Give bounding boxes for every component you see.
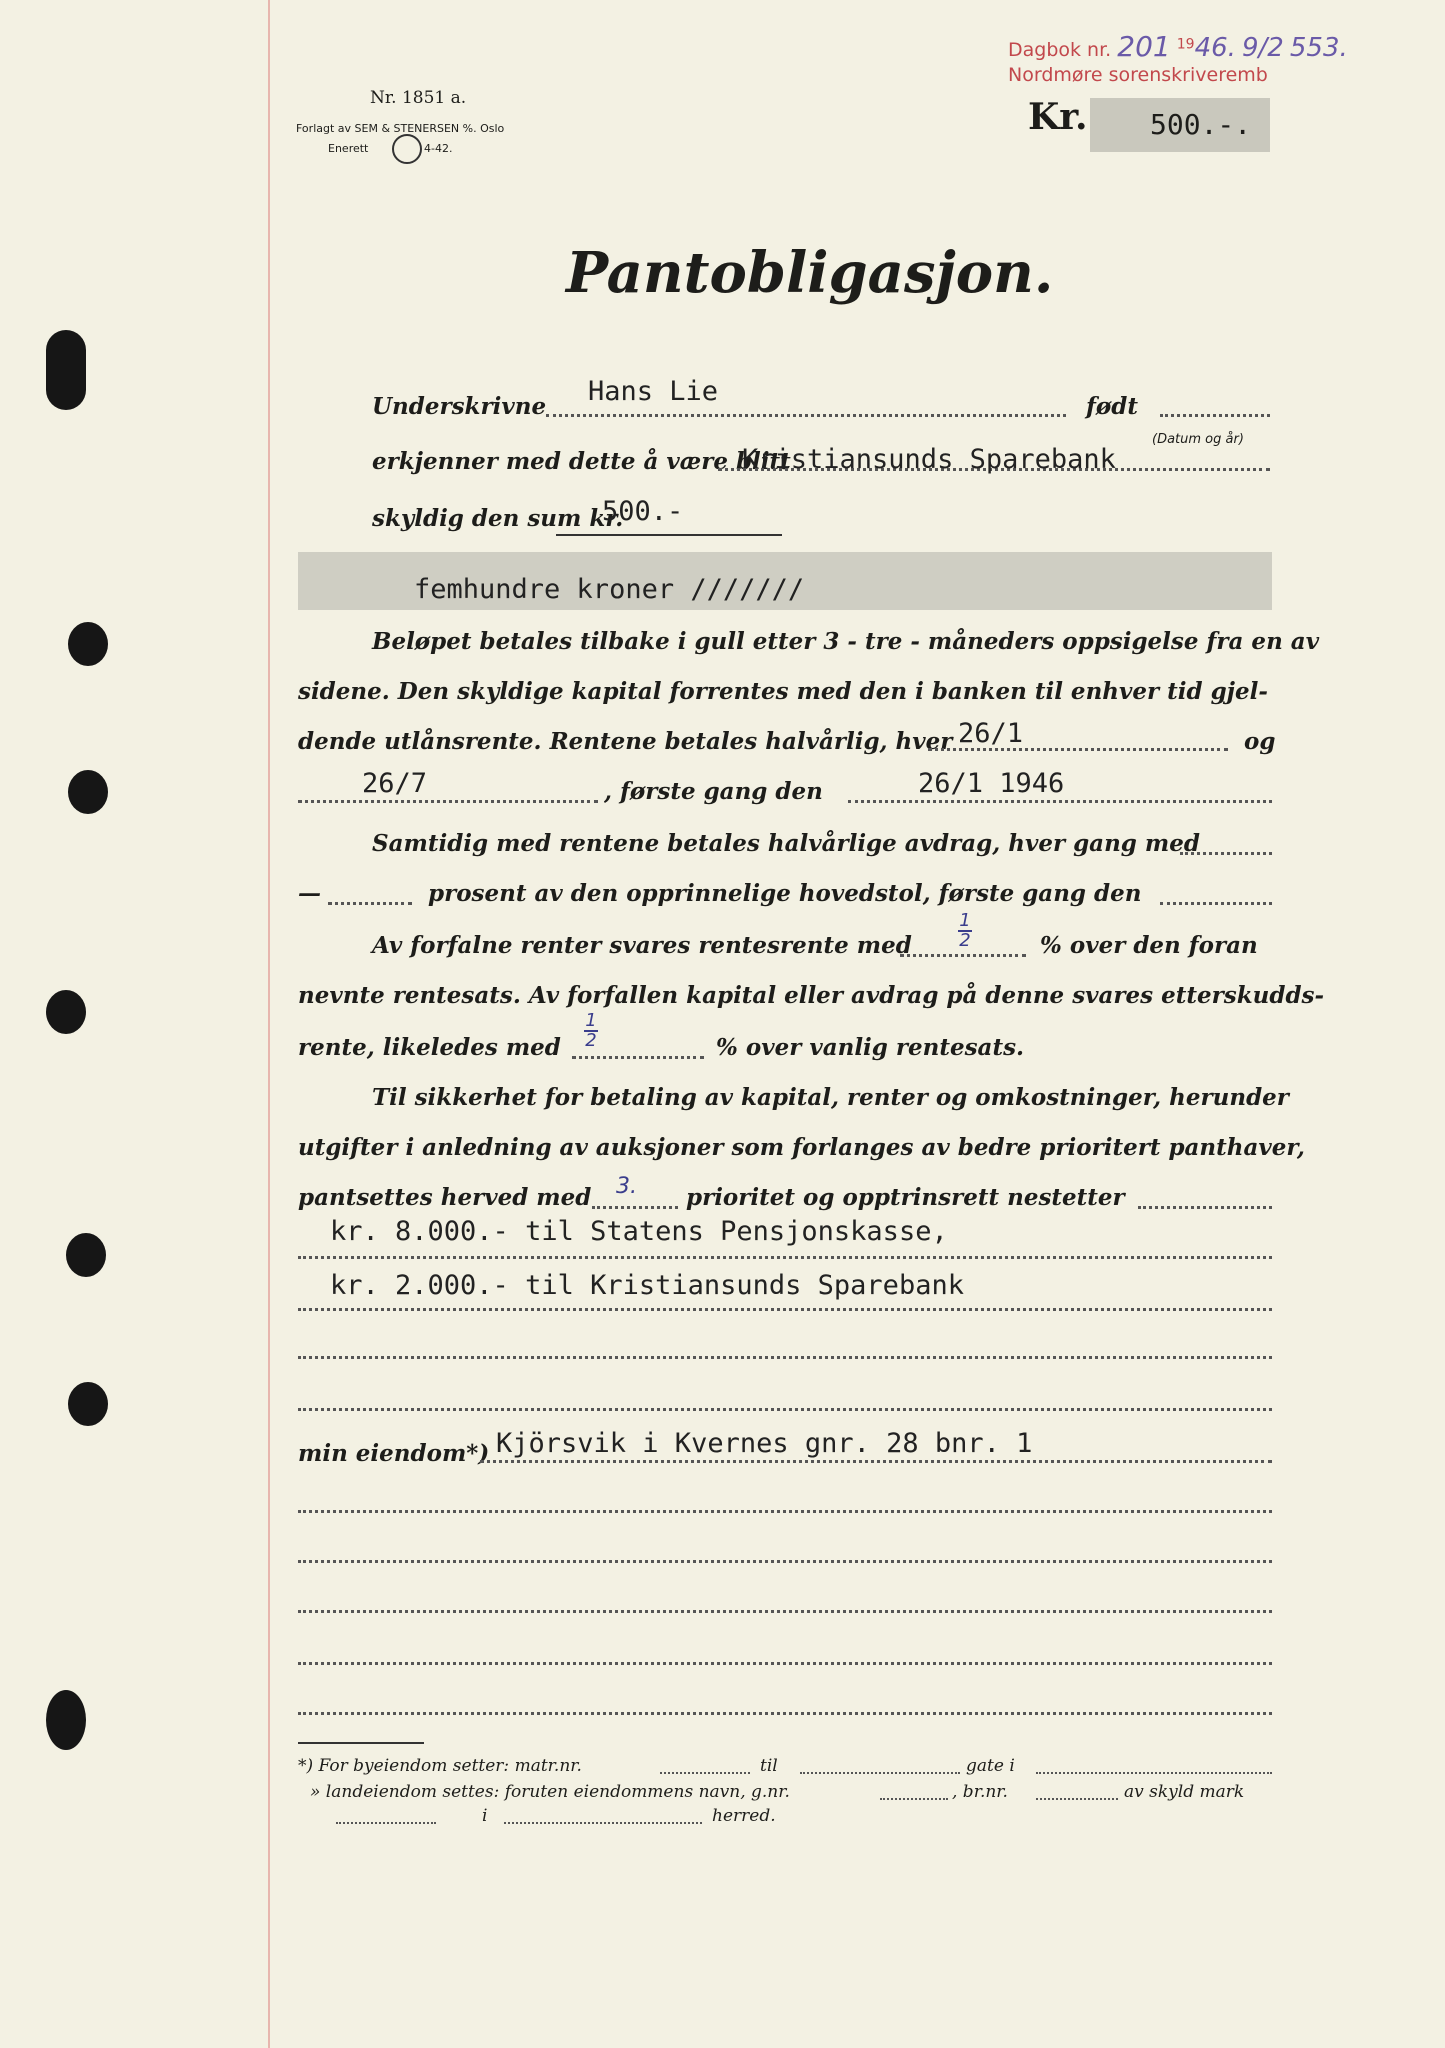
footnote-dotline-1 [660,1772,750,1774]
punch-hole-6 [68,1382,108,1426]
footnote-dotline-3 [1036,1772,1272,1774]
amount-box [1090,98,1270,152]
punch-hole-top [46,330,86,410]
first-time-dotline [848,800,1272,803]
first-time-value: 26/1 1946 [918,768,1065,799]
blank-dotline-1 [298,1356,1272,1359]
paragraph-line-7-end: % over den foran [1040,932,1258,959]
interest-date-1: 26/1 [958,718,1024,749]
sum-in-words: femhundre kroner /////// [414,574,805,605]
year-suffix: 46. [1194,33,1236,63]
undersignee-value: Hans Lie [588,376,719,407]
installment-dotline-3 [1160,902,1272,905]
dagbok-number: 201 [1117,30,1171,63]
blank-dotline-5 [298,1610,1272,1613]
blank-dotline-7 [298,1712,1272,1715]
punch-hole-2 [68,622,108,666]
priority-value: 3. [616,1174,637,1199]
line12-end-dotline [1138,1206,1272,1209]
blank-dotline-6 [298,1662,1272,1665]
punch-hole-3 [68,770,108,814]
sum-underline [556,534,782,536]
footnote-line-3a: i [482,1806,488,1826]
paragraph-line-6: prosent av den opprinnelige hovedstol, første gang den [428,880,1142,907]
publisher-logo-icon [392,134,422,164]
fraction-2 [584,1012,598,1050]
kr-label: Kr. [1028,96,1088,138]
lien-2: kr. 2.000.- til Kristiansunds Sparebank [330,1270,964,1301]
footnote-line-2b: , br.nr. [952,1782,1008,1802]
stamp-page-number: 553. [1289,33,1348,63]
form-number: Nr. 1851 a. [370,88,467,108]
footnote-rule [298,1742,424,1744]
publisher-line: Forlagt av SEM & STENERSEN %. Oslo [296,122,505,135]
born-label: født [1086,393,1138,420]
dagbok-stamp [1008,30,1348,63]
interest-date-2: 26/7 [362,768,428,799]
footnote-line-2a: » landeiendom settes: foruten eiendommens navn, g.nr. [310,1782,790,1802]
sum-value: 500.- [602,496,684,527]
year-prefix: 19 [1176,36,1195,53]
paragraph-line-9-end: % over vanlig rentesats. [716,1034,1025,1061]
priority-dotline [592,1206,678,1209]
footnote-dotline-2 [800,1772,960,1774]
undersignee-label: Underskrivne [372,393,547,420]
fraction-1-dotline [900,954,1026,957]
born-dotline [1160,414,1270,417]
footnote-line-2c: av skyld mark [1124,1782,1245,1802]
dagbok-label: Dagbok nr. [1008,39,1112,61]
fraction-2-numerator: 1 [585,1010,597,1031]
installment-dash: — [298,880,321,907]
interest-date-2-dotline [298,800,598,803]
print-code: 4-42. [424,142,453,155]
creditor-value: Kristiansunds Sparebank [742,444,1116,475]
punch-hole-bottom [46,1690,86,1750]
blank-dotline-3 [298,1510,1272,1513]
paragraph-line-12: pantsettes herved med [298,1184,592,1211]
undersignee-dotline [546,414,1066,417]
fraction-1-denominator: 2 [959,930,971,951]
stamp-date: 9/2 [1242,33,1284,63]
installment-dotline-2 [328,902,412,905]
page-title: Pantobligasjon. [566,240,1054,306]
footnote-line-1a: *) For byeiendom setter: matr.nr. [298,1756,582,1776]
footnote-dotline-4 [880,1798,948,1800]
property-dotline [480,1460,1272,1463]
lien-1-dotline [298,1256,1272,1259]
blank-dotline-4 [298,1560,1272,1563]
fraction-2-dotline [572,1056,704,1059]
acknowledges-label: erkjenner med dette å være blitt [372,448,791,475]
first-time-label: , første gang den [604,778,823,805]
footnote-dotline-6 [336,1822,436,1824]
paragraph-line-8: nevnte rentesats. Av forfallen kapital eller avdrag på denne svares etterskudds- [298,982,1325,1009]
sum-in-words-box [298,552,1272,610]
paragraph-line-9: rente, likeledes med [298,1034,561,1061]
eneret-label: Enerett [328,142,369,155]
installment-dotline-1 [1180,852,1272,855]
footnote-line-3b: herred. [712,1806,776,1826]
punch-hole-5 [66,1233,106,1277]
footnote-line-1b: til [760,1756,778,1776]
blank-dotline-2 [298,1408,1272,1411]
paragraph-line-10: Til sikkerhet for betaling av kapital, renter og omkostninger, herunder [372,1084,1289,1111]
paragraph-line-5: Samtidig med rentene betales halvårlige avdrag, hver gang med [372,830,1200,857]
paragraph-line-7: Av forfalne renter svares rentesrente med [372,932,912,959]
lien-2-dotline [298,1308,1272,1311]
paragraph-line-11: utgifter i anledning av auksjoner som forlanges av bedre prioritert panthaver, [298,1134,1305,1161]
property-label: min eiendom*) [298,1440,490,1467]
amount-value: 500.-. [1150,108,1252,141]
paragraph-line-12-end: prioritet og opptrinsrett nestetter [686,1184,1125,1211]
footnote-dotline-5 [1036,1798,1118,1800]
fraction-1-numerator: 1 [959,910,971,931]
paragraph-line-3-end: og [1244,728,1276,755]
born-hint: (Datum og år) [1152,432,1244,447]
paragraph-line-2: sidene. Den skyldige kapital forrentes med den i banken til enhver tid gjel- [298,678,1268,705]
property-value: Kjörsvik i Kvernes gnr. 28 bnr. 1 [496,1428,1033,1459]
paragraph-line-3: dende utlånsrente. Rentene betales halvårlig, hver [298,728,953,755]
fraction-2-denominator: 2 [585,1030,597,1051]
owing-label: skyldig den sum kr. [372,505,624,532]
red-margin-line [268,0,270,2048]
office-stamp: Nordmøre sorenskriveremb [1008,64,1268,86]
fraction-1 [958,912,972,950]
paragraph-line-1: Beløpet betales tilbake i gull etter 3 - tre - måneders oppsigelse fra en av [372,628,1320,655]
footnote-line-1c: gate i [966,1756,1015,1776]
footnote-dotline-7 [504,1822,702,1824]
punch-hole-4 [46,990,86,1034]
lien-1: kr. 8.000.- til Statens Pensjonskasse, [330,1216,948,1247]
